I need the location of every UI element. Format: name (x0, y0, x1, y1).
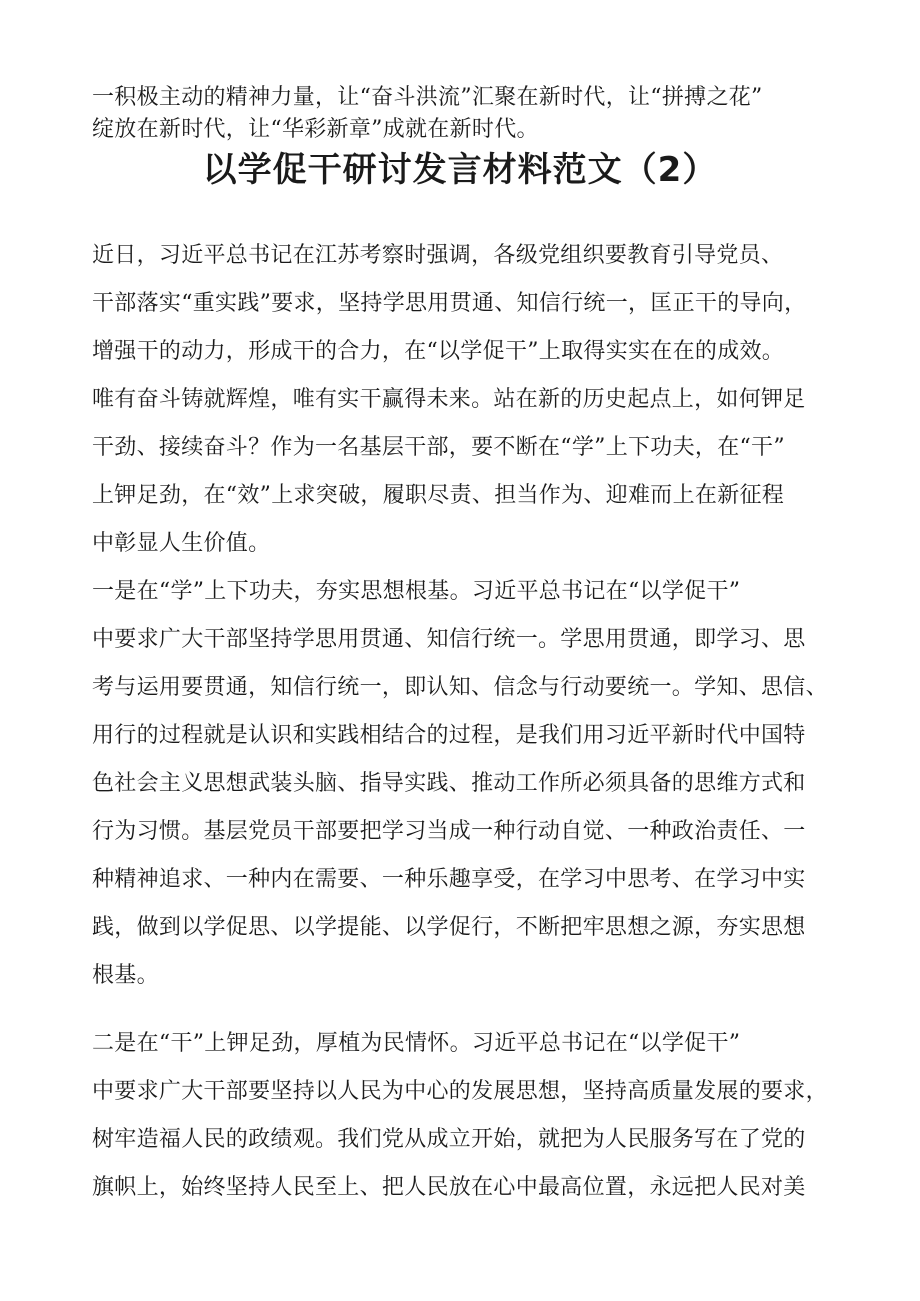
paragraph-2-line: 考与运用要贯通，知信行统一，即认知、信念与行动要统一。学知、思信、 (92, 675, 828, 700)
paragraph-2-line: 中要求广大干部坚持学思用贯通、知信行统一。学思用贯通，即学习、思 (92, 627, 806, 652)
paragraph-2-line: 种精神追求、一种内在需要、一种乐趣享受，在学习中思考、在学习中实 (92, 867, 806, 892)
paragraph-2-line: 行为习惯。基层党员干部要把学习当成一种行动自觉、一种政治责任、一 (92, 819, 806, 844)
intro-line: 绽放在新时代，让“华彩新章”成就在新时代。 (92, 117, 539, 142)
document-title: 以学促干研讨发言材料范文（2） (202, 150, 718, 190)
paragraph-2-line: 践，做到以学促思、以学提能、以学促行，不断把牢思想之源，夯实思想 (92, 915, 806, 940)
paragraph-1-line: 干部落实“重实践”要求，坚持学思用贯通、知信行统一，匡正干的导向， (92, 291, 807, 316)
paragraph-3-line: 二是在“干”上钾足劲，厚植为民情怀。习近平总书记在“以学促干” (92, 1031, 741, 1056)
paragraph-1-line: 近日，习近平总书记在江苏考察时强调，各级党组织要教育引导党员、 (92, 243, 784, 268)
paragraph-1-line: 干劲、接续奋斗？作为一名基层干部，要不断在“学”上下功夫，在“干” (92, 435, 785, 460)
paragraph-1-line: 唯有奋斗铸就辉煌，唯有实干赢得未来。站在新的历史起点上，如何钾足 (92, 387, 806, 412)
paragraph-3-line: 旗帜上，始终坚持人民至上、把人民放在心中最高位置，永远把人民对美 (92, 1175, 806, 1200)
paragraph-2-line: 用行的过程就是认识和实践相结合的过程，是我们用习近平新时代中国特 (92, 723, 806, 748)
paragraph-2-line: 色社会主义思想武装头脑、指导实践、推动工作所必须具备的思维方式和 (92, 771, 806, 796)
paragraph-3-line: 树牢造福人民的政绩观。我们党从成立开始，就把为人民服务写在了党的 (92, 1127, 806, 1152)
paragraph-2-line: 根基。 (92, 963, 159, 988)
intro-line: 一积极主动的精神力量，让“奋斗洪流”汇聚在新时代，让“拼搏之花” (92, 85, 763, 110)
paragraph-1-line: 中彰显人生价值。 (92, 531, 271, 556)
paragraph-2-line: 一是在“学”上下功夫，夯实思想根基。习近平总书记在“以学促干” (92, 579, 741, 604)
paragraph-1-line: 上钾足劲，在“效”上求突破，履职尽责、担当作为、迎难而上在新征程 (92, 483, 785, 508)
paragraph-1-line: 增强干的动力，形成干的合力，在“以学促干”上取得实实在在的成效。 (92, 339, 785, 364)
paragraph-3-line: 中要求广大干部要坚持以人民为中心的发展思想，坚持高质量发展的要求， (92, 1079, 828, 1104)
